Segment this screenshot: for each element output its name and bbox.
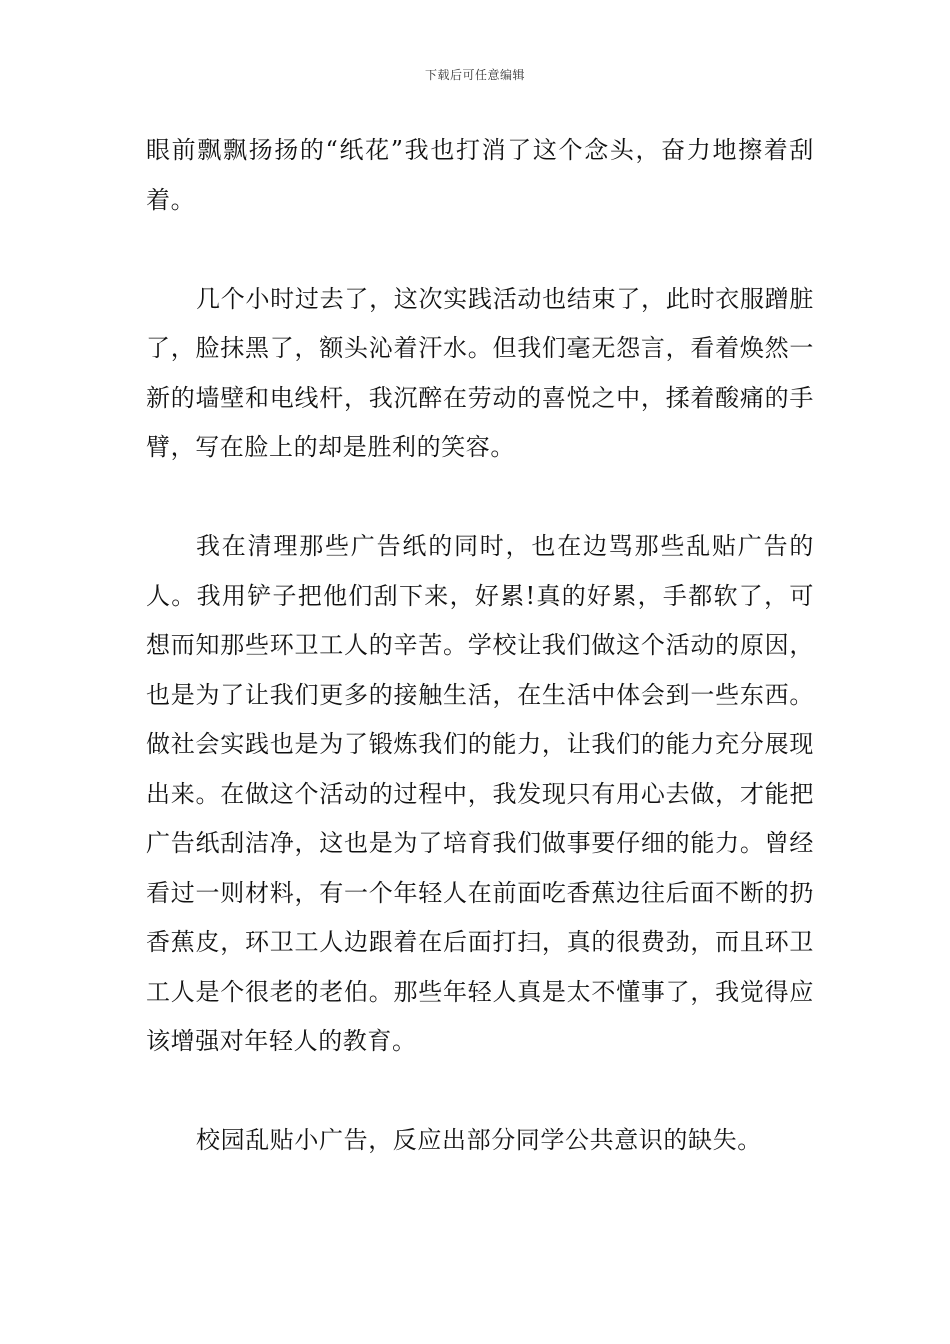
document-body	[146, 126, 814, 1166]
paragraph-gap	[146, 473, 814, 523]
paragraph-1: 眼前飘飘扬扬的“纸花”我也打消了这个念头，奋力地擦着刮着。	[146, 136, 814, 214]
paragraph-gap	[146, 225, 814, 275]
paragraph-gap	[146, 1067, 814, 1117]
paragraph-4: 校园乱贴小广告，反应出部分同学公共意识的缺失。	[196, 1126, 762, 1154]
paragraph-2: 几个小时过去了，这次实践活动也结束了，此时衣服蹭脏了，脸抹黑了，额头沁着汗水。但我们毫无怨言，看着焕然一新的墙壁和电线杆，我沉醉在劳动的喜悦之中，揉着酸痛的手臂，写在脸上的却是胜利的笑容。	[146, 284, 814, 461]
page-header: 下载后可任意编辑	[424, 68, 525, 82]
paragraph-3: 我在清理那些广告纸的同时，也在边骂那些乱贴广告的人。我用铲子把他们刮下来，好累!真的好累，手都软了，可想而知那些环卫工人的辛苦。学校让我们做这个活动的原因，也是为了让我们更多的接触生活，在生活中体会到一些东西。做社会实践也是为了锻炼我们的能力，让我们的能力充分展现出来。在做这个活动的过程中，我发现只有用心去做，才能把广告纸刮洁净，这也是为了培育我们做事要仔细的能力。曾经看过一则材料，有一个年轻人在前面吃香蕉边往后面不断的扔香蕉皮，环卫工人边跟着在后面打扫，真的很费劲，而且环卫工人是个很老的老伯。那些年轻人真是太不懂事了，我觉得应该增强对年轻人的教育。	[146, 532, 814, 1055]
